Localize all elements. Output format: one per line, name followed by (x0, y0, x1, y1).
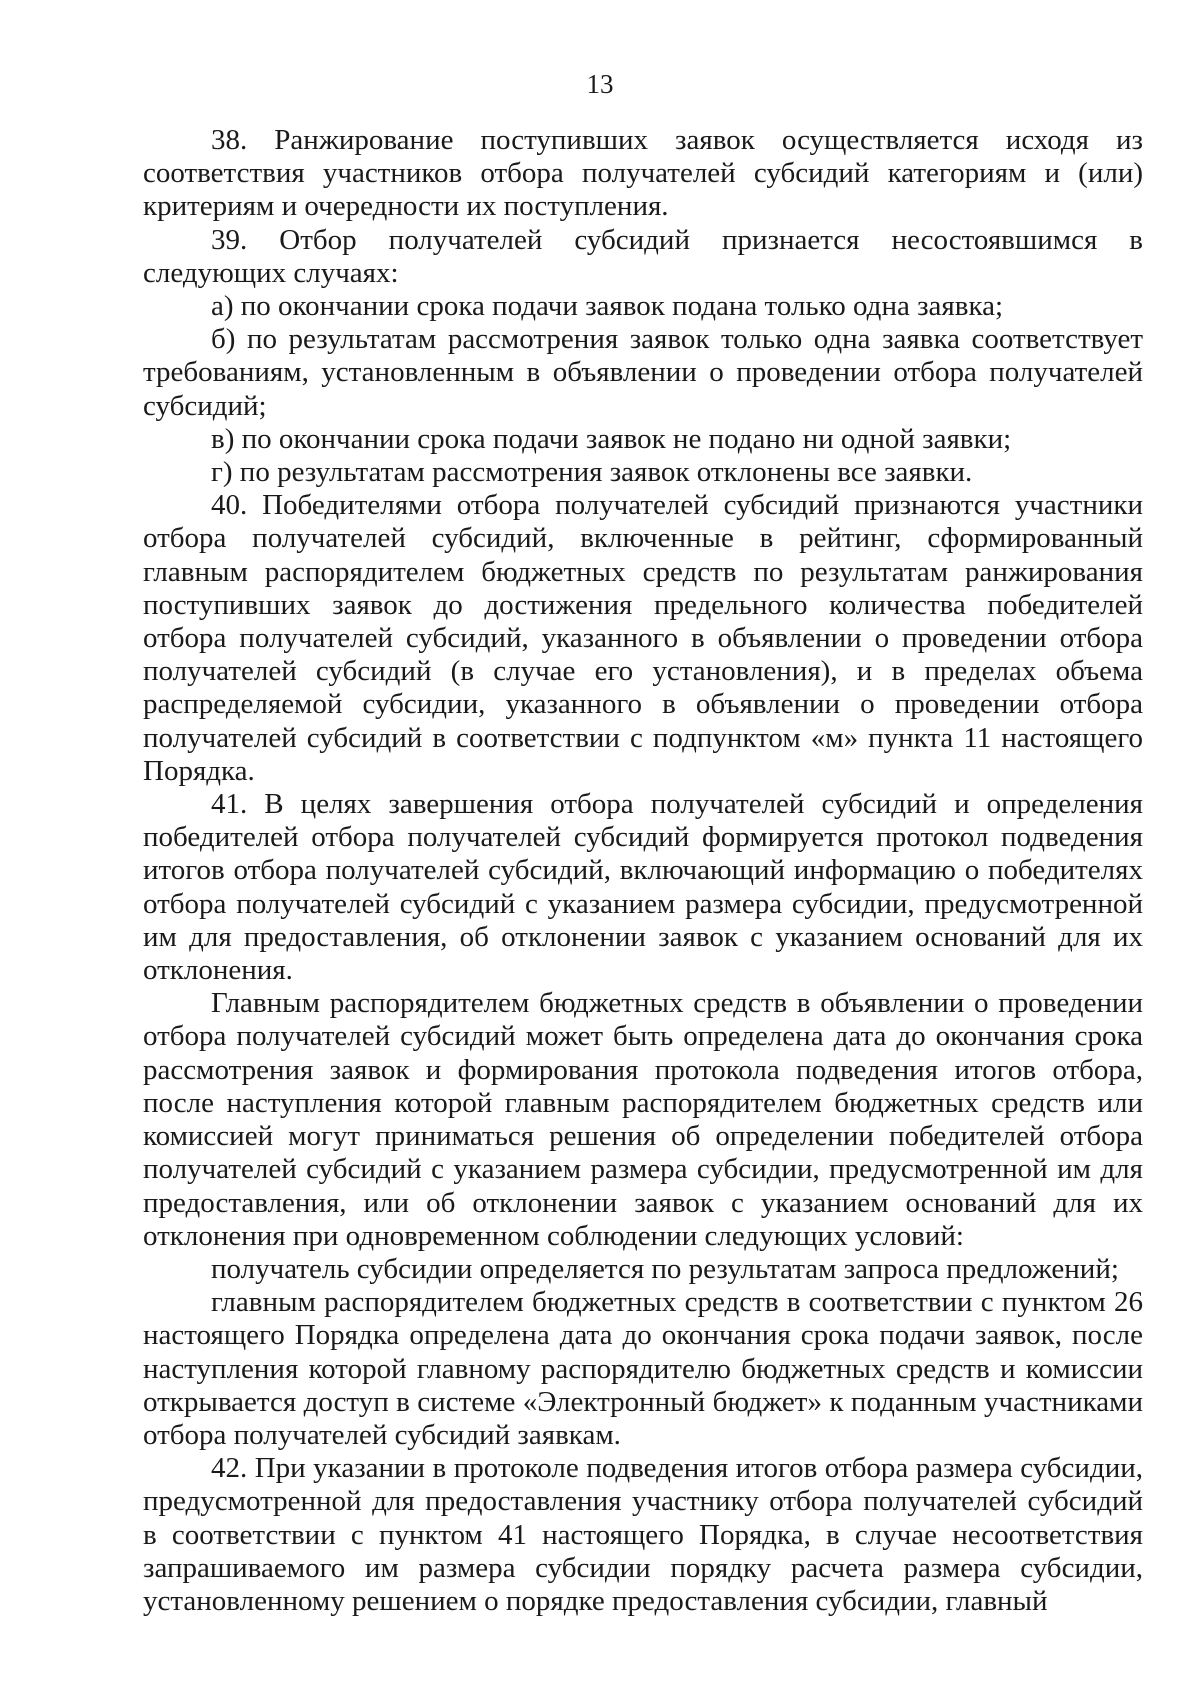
paragraph-40: 40. Победителями отбора получателей субсидий признаются участники отбора получателей субсидий, включенные в рейтинг, сформированный главным распорядителем бюджетных средств по результатам ранжирования поступивших заявок до достижения предельного количества победителей отбора получателей субсидий, указанного в объявлении о проведении отбора получателей субсидий (в случае его установления), и в пределах объема распределяемой субсидии, указанного в объявлении о проведении отбора получателей субсидий в соответствии с подпунктом «м» пункта 11 настоящего Порядка. (143, 489, 1143, 787)
list-item-g: г) по результатам рассмотрения заявок отклонены все заявки. (211, 456, 973, 489)
condition-item-1: получатель субсидии определяется по результатам запроса предложений; (211, 1252, 1119, 1285)
paragraph-39: 39. Отбор получателей субсидий признается несостоявшимся в следующих случаях: (143, 223, 1143, 289)
paragraph-41: 41. В целях завершения отбора получателей субсидий и определения победителей отбора получателей субсидий формируется протокол подведения итогов отбора получателей субсидий, включающий информацию о победителях отбора получателей субсидий с указанием размера субсидии, предусмотренной им для предоставления, об отклонении заявок с указанием оснований для их отклонения. (143, 788, 1143, 987)
paragraph-38: 38. Ранжирование поступивших заявок осуществляется исходя из соответствия участников отбора получателей субсидий категориям и (или) критериям и очередности их поступления. (143, 124, 1143, 223)
condition-item-2: главным распорядителем бюджетных средств в соответствии с пунктом 26 настоящего Порядка определена дата до окончания срока подачи заявок, после наступления которой главному распорядителю бюджетных средств и комиссии открывается доступ в системе «Электронный бюджет» к поданным участниками отбора получателей субсидий заявкам. (143, 1286, 1143, 1451)
page-number: 13 (586, 69, 614, 99)
list-item-v: в) по окончании срока подачи заявок не подано ни одной заявки; (211, 422, 1012, 455)
paragraph-42: 42. При указании в протоколе подведения итогов отбора размера субсидии, предусмотренной для предоставления участнику отбора получателей субсидий в соответствии с пунктом 41 настоящего Порядка, в случае несоответствия запрашиваемого им размера субсидии порядку расчета размера субсидии, установленному решением о порядке предоставления субсидии, главный (143, 1452, 1143, 1617)
paragraph-41-continued: Главным распорядителем бюджетных средств в объявлении о проведении отбора получателей субсидий может быть определена дата до окончания срока рассмотрения заявок и формирования протокола подведения итогов отбора, после наступления которой главным распорядителем бюджетных средств или комиссией могут приниматься решения об определении победителей отбора получателей субсидий с указанием размера субсидии, предусмотренной им для предоставления, или об отклонении заявок с указанием оснований для их отклонения при одновременном соблюдении следующих условий: (143, 987, 1143, 1252)
list-item-a: а) по окончании срока подачи заявок подана только одна заявка; (211, 290, 1004, 323)
document-body (143, 124, 1143, 1618)
list-item-b: б) по результатам рассмотрения заявок только одна заявка соответствует требованиям, установленным в объявлении о проведении отбора получателей субсидий; (143, 323, 1143, 422)
